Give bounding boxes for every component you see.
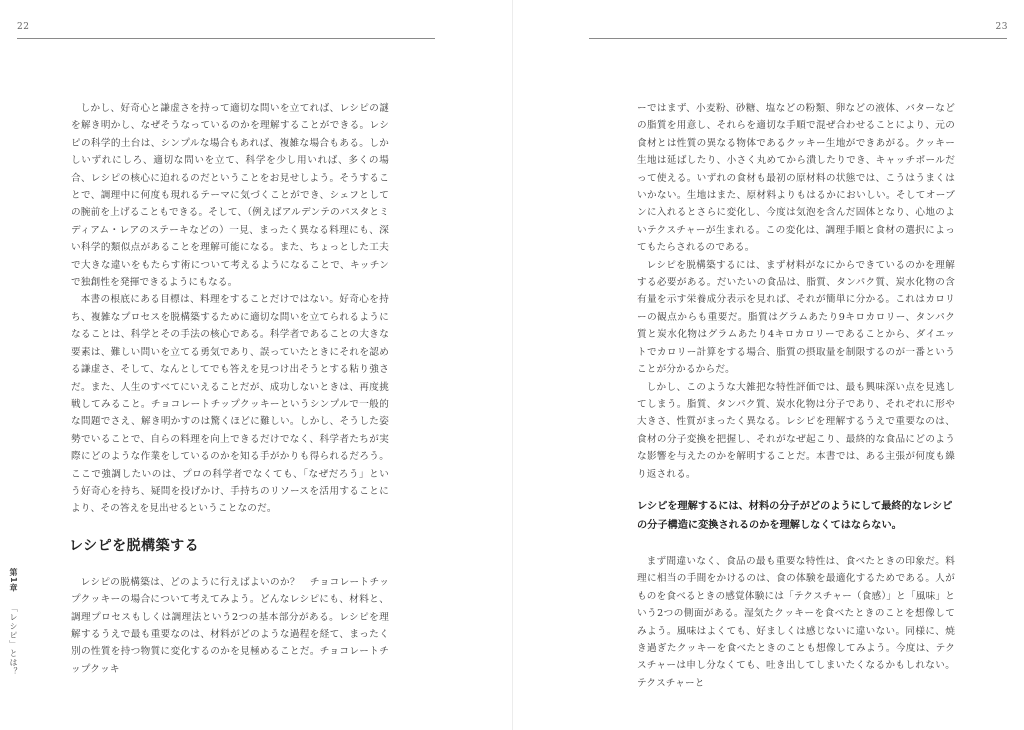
left-text-column <box>71 100 389 678</box>
body-paragraph: しかし、好奇心と謙虚さを持って適切な問いを立てれば、レシピの謎を解き明かし、なぜそうなっているのかを理解することができる。レシピの科学的土台は、シンプルな場合もあれば、複雑な場合もある。しかしいずれにしろ、適切な問いを立て、科学を少し用いれば、多くの場合、レシピの核心に迫れるのだということをお見せしよう。そうすることで、調理中に何度も現れるテーマに気づくことができ、シェフとしての腕前を上げることもできる。そして、（例えばアルデンテのパスタとミディアム・レアのステーキなどの）一見、まったく異なる料理にも、深い科学的類似点があることを理解可能になる。また、ちょっとした工夫で大きな違いをもたらす術について考えるようになることで、キッチンで独創性を発揮できるようにもなる。 <box>71 103 389 289</box>
body-paragraph: まず間違いなく、食品の最も重要な特性は、食べたときの印象だ。料理に相当の手間をかけるのは、食の体験を最適化するためである。人がものを食べるときの感覚体験には「テクスチャー（食感）」と「風味」という2つの側面がある。湿気たクッキーを食べたときのことを想像してみよう。風味はよくても、好ましくは感じないに違いない。同様に、焼き過ぎたクッキーを食べたときのことも想像してみよう。今度は、テクスチャーは申し分なくても、吐き出してしまいたくなるかもしれない。テクスチャーと <box>637 555 955 689</box>
chapter-number: 第1章 <box>9 568 18 593</box>
body-paragraph: レシピを脱構築するには、まず材料がなにからできているのかを理解する必要がある。だいたいの食品は、脂質、タンパク質、炭水化物の含有量を示す栄養成分表示を見れば、それが簡単に分かる。これはカロリーの観点からも重要だ。脂質はグラムあたり9キロカロリー、タンパク質と炭水化物はグラムあたり4キロカロリーであることから、ダイエットでカロリー計算をする場合、脂質の摂取量を制限するのが一番ということが分かるからだ。 <box>637 259 955 376</box>
chapter-side-tab <box>6 568 20 676</box>
right-text-column <box>637 100 955 692</box>
header-rule <box>17 38 435 39</box>
chapter-title: 「レシピ」とは？ <box>9 604 18 677</box>
body-paragraph: しかし、このような大雑把な特性評価では、最も興味深い点を見逃してしまう。脂質、タンパク質、炭水化物は分子であり、それぞれに形や大きさ、性質がまったく異なる。レシピを理解するうえで重要なのは、食材の分子変換を把握し、それがなぜ起こり、最終的な食品にどのような影響を与えたのかを解明することだ。本書では、ある主張が何度も繰り返される。 <box>637 381 955 480</box>
header-rule <box>589 38 1007 39</box>
key-point-callout: レシピを理解するには、材料の分子がどのようにして最終的なレシピの分子構造に変換されるのかを理解しなくてはならない。 <box>637 500 953 531</box>
right-page <box>512 0 1024 730</box>
page-number: 22 <box>17 22 30 32</box>
body-paragraph: ーではまず、小麦粉、砂糖、塩などの粉類、卵などの液体、バターなどの脂質を用意し、それらを適切な手順で混ぜ合わせることにより、元の食材とは性質の異なる物体であるクッキー生地ができあがる。クッキー生地は延ばしたり、小さく丸めてから潰したりでき、キャッチボールだって使える。いずれの食材も最初の原材料の状態では、こうはうまくはいかない。生地はまた、原材料よりもはるかにおいしい。そしてオーブンに入れるとさらに変化し、今度は気泡を含んだ固体となり、心地のよいテクスチャーが生まれる。この変化は、調理手順と食材の選択によってもたらされるのである。 <box>637 103 955 254</box>
body-paragraph: 本書の根底にある目標は、料理をすることだけではない。好奇心を持ち、複雑なプロセスを脱構築するために適切な問いを立てられるようになることは、科学とその手法の核心である。科学者であることの大きな要素は、難しい問いを立てる勇気であり、誤っていたときにそれを認める謙虚さ、そして、なんとしてでも答えを見つけ出そうとする粘り強さだ。また、人生のすべてにいえることだが、成功しないときは、再度挑戦してみること。チョコレートチップクッキーというシンプルで一般的な問題でさえ、解き明かすのは驚くほどに難しい。しかし、そうした姿勢でいることで、自らの料理を向上できるだけでなく、科学者たちが実際にどのような作業をしているのかを知る手がかりも得られるだろう。ここで強調したいのは、プロの科学者でなくても、「なぜだろう」という好奇心を持ち、疑問を投げかけ、手持ちのリソースを活用することにより、その答えを見出せるということなのだ。 <box>71 294 389 515</box>
section-heading: レシピを脱構築する <box>69 537 200 554</box>
page-number: 23 <box>995 22 1008 32</box>
body-paragraph: レシピの脱構築は、どのように行えばよいのか？ チョコレートチップクッキーの場合について考えてみよう。どんなレシピにも、材料と、調理プロセスもしくは調理法という2つの基本部分がある。レシピを理解するうえで最も重要なのは、材料がどのような過程を経て、まったく別の性質を持つ物質に変化するのかを見極めることだ。チョコレートチップクッキ <box>71 576 389 675</box>
